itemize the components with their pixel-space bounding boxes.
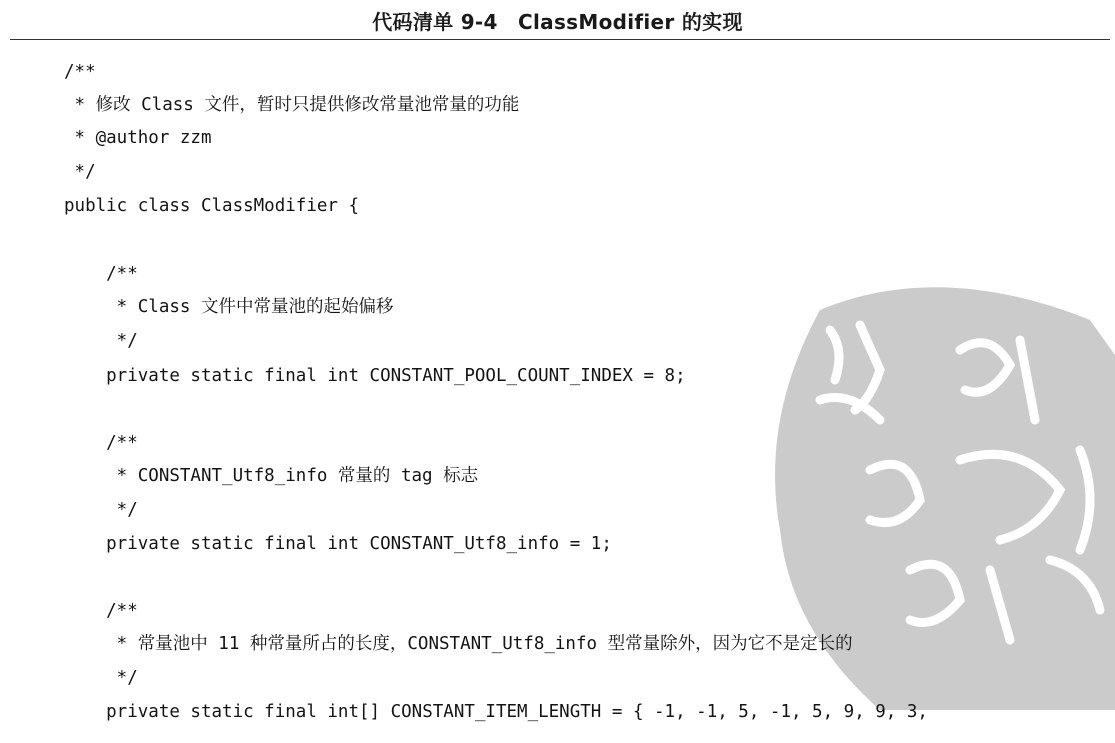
code-line: * CONSTANT_Utf8_info 常量的 tag 标志: [64, 466, 479, 486]
code-line: * @author zzm: [64, 128, 212, 148]
code-line: * 修改 Class 文件，暂时只提供修改常量池常量的功能: [64, 95, 520, 115]
code-line: */: [64, 162, 96, 182]
code-line: private static final int CONSTANT_Utf8_info = 1;: [64, 534, 612, 554]
code-line: public class ClassModifier {: [64, 196, 360, 216]
code-line: /**: [64, 433, 138, 453]
code-line: */: [64, 500, 138, 520]
code-line: */: [64, 668, 138, 688]
code-line: * 常量池中 11 种常量所占的长度，CONSTANT_Utf8_info 型常量除外，因为它不是定长的: [64, 634, 853, 654]
code-line: /**: [64, 62, 96, 82]
code-line: private static final int CONSTANT_POOL_COUNT_INDEX = 8;: [64, 366, 686, 386]
code-line: */: [64, 331, 138, 351]
listing-title: 代码清单 9-4 ClassModifier 的实现: [372, 10, 743, 34]
code-line: * Class 文件中常量池的起始偏移: [64, 297, 394, 317]
source-url-watermark: https://blog.csdn.net/wsjdys1: [898, 716, 1095, 731]
code-line: private static final int[] CONSTANT_ITEM_LENGTH = { -1, -1, 5, -1, 5, 9, 9, 3,: [64, 702, 928, 722]
code-line: /**: [64, 264, 138, 284]
code-line: /**: [64, 601, 138, 621]
